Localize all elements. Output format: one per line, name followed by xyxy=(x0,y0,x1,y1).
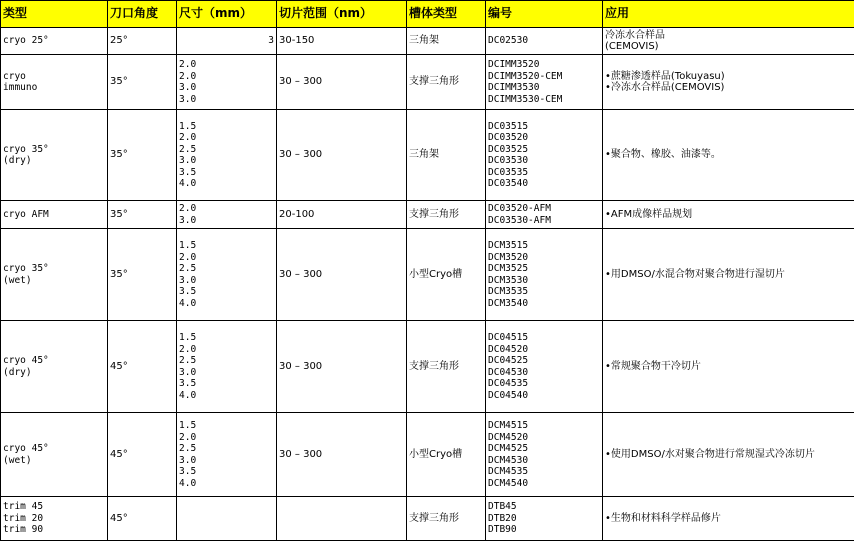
cell-size-line: 2.0 xyxy=(179,251,197,263)
cell-boat: 支撑三角形 xyxy=(407,497,486,541)
cell-code-line: DC03530 xyxy=(488,155,529,166)
cell-size xyxy=(177,229,277,321)
cell-code-line: DCIMM3520-CEM xyxy=(488,70,563,82)
cell-code-line: DC04540 xyxy=(488,389,529,401)
cell-code-line: DC04515 xyxy=(488,332,529,343)
cell-code-line: DCIMM3530 xyxy=(488,82,540,93)
cell-code-line: DCM3525 xyxy=(488,263,529,274)
cell-size xyxy=(177,110,277,201)
cell-code-line: DC02530 xyxy=(488,35,529,47)
table-row xyxy=(1,110,854,201)
cell-size-line: 3.5 xyxy=(179,166,197,178)
cell-type-line: trim 45 xyxy=(3,501,44,513)
cell-size xyxy=(177,321,277,413)
cell-type-line: (dry) xyxy=(3,155,32,166)
cell-application-line: •生物和材料科学样品修片 xyxy=(605,512,721,524)
cell-code-line: DC04530 xyxy=(488,366,529,378)
cell-size xyxy=(177,55,277,110)
table-row xyxy=(1,413,854,497)
cell-code-line: DCM4530 xyxy=(488,454,529,466)
header-code: 编号 xyxy=(486,1,603,28)
cell-code xyxy=(486,321,603,413)
cell-size-line: 2.0 xyxy=(179,343,197,355)
cell-code xyxy=(486,110,603,201)
cell-angle: 35° xyxy=(108,201,177,229)
cell-application-line: •聚合物、橡胶、油漆等。 xyxy=(605,149,721,161)
cell-boat: 支撑三角形 xyxy=(407,321,486,413)
cell-size-line: 2.0 xyxy=(179,132,197,143)
cell-size xyxy=(177,28,277,55)
cell-application xyxy=(603,28,854,55)
cell-type-line: trim 90 xyxy=(3,524,44,536)
cell-type-line: immuno xyxy=(3,82,38,93)
table-body xyxy=(1,28,854,541)
cell-code-line: DCM3535 xyxy=(488,286,529,297)
cell-code-line: DCM4525 xyxy=(488,443,529,454)
header-boat: 槽体类型 xyxy=(407,1,486,28)
cell-size-line: 2.5 xyxy=(179,355,197,366)
cell-type-line: trim 20 xyxy=(3,512,44,524)
cell-range: 30 – 300 xyxy=(277,229,407,321)
cell-code xyxy=(486,201,603,229)
cell-type-line: (wet) xyxy=(3,454,32,466)
header-range: 切片范围（nm） xyxy=(277,1,407,28)
cell-angle: 25° xyxy=(108,28,177,55)
cell-size-line: 3.0 xyxy=(179,454,197,466)
cell-size xyxy=(177,497,277,541)
cell-size-line: 3.0 xyxy=(179,155,197,166)
cell-size-line: 3.0 xyxy=(179,93,197,105)
cell-angle: 45° xyxy=(108,413,177,497)
cell-application xyxy=(603,110,854,201)
cell-boat: 小型Cryo槽 xyxy=(407,229,486,321)
cell-type-line: cryo 35° xyxy=(3,143,49,155)
cell-range: 30 – 300 xyxy=(277,55,407,110)
table-row xyxy=(1,28,854,55)
header-row xyxy=(1,1,854,28)
cell-range xyxy=(277,497,407,541)
cell-application-line: 冷冻水合样品 xyxy=(605,29,665,41)
cell-size-line: 2.5 xyxy=(179,263,197,274)
cell-code xyxy=(486,55,603,110)
table-row xyxy=(1,55,854,110)
cell-type xyxy=(1,28,108,55)
cell-code-line: DC04525 xyxy=(488,355,529,366)
cell-angle: 35° xyxy=(108,55,177,110)
cell-size-line: 1.5 xyxy=(179,332,197,343)
cell-boat: 支撑三角形 xyxy=(407,55,486,110)
cell-code-line: DCM3540 xyxy=(488,297,529,309)
cell-application-line: •冷冻水合样品(CEMOVIS) xyxy=(605,82,725,93)
cell-size-line: 3 xyxy=(268,35,274,47)
cell-type xyxy=(1,497,108,541)
header-angle: 刀口角度 xyxy=(108,1,177,28)
cell-size xyxy=(177,201,277,229)
cell-code-line: DC03540 xyxy=(488,178,529,189)
cell-application-line: •AFM成像样品规划 xyxy=(605,208,693,220)
cell-code-line: DCIMM3520 xyxy=(488,59,540,70)
cell-size-line: 1.5 xyxy=(179,420,197,431)
cell-type-line: (wet) xyxy=(3,274,32,286)
cell-size-line: 3.0 xyxy=(179,274,197,286)
cell-application-line: (CEMOVIS) xyxy=(605,41,659,52)
cell-angle: 35° xyxy=(108,110,177,201)
cell-size-line: 3.5 xyxy=(179,378,197,389)
cell-size-line: 2.0 xyxy=(179,431,197,443)
cell-code-line: DC03520 xyxy=(488,132,529,143)
cell-code-line: DC03520-AFM xyxy=(488,203,551,214)
header-application: 应用 xyxy=(603,1,854,28)
cell-type xyxy=(1,321,108,413)
table-row xyxy=(1,229,854,321)
cell-code xyxy=(486,497,603,541)
cell-code-line: DC03515 xyxy=(488,120,529,132)
cell-code-line: DC04520 xyxy=(488,343,529,355)
cell-code-line: DTB20 xyxy=(488,512,517,524)
cell-application xyxy=(603,55,854,110)
cell-code-line: DCM4520 xyxy=(488,431,529,443)
cell-application-line: •使用DMSO/水对聚合物进行常规湿式冷冻切片 xyxy=(605,448,815,460)
cell-code-line: DC03530-AFM xyxy=(488,214,551,226)
cell-application-line: •用DMSO/水混合物对聚合物进行湿切片 xyxy=(605,268,785,280)
cell-size-line: 2.0 xyxy=(179,70,197,82)
cell-type-line: cryo xyxy=(3,70,26,82)
cell-type-line: (dry) xyxy=(3,366,32,378)
cell-size-line: 3.5 xyxy=(179,286,197,297)
cell-code xyxy=(486,413,603,497)
cell-type-line: cryo AFM xyxy=(3,208,49,220)
header-type: 类型 xyxy=(1,1,108,28)
cell-type xyxy=(1,229,108,321)
cell-size-line: 4.0 xyxy=(179,297,197,309)
cell-size-line: 2.0 xyxy=(179,203,197,214)
table-row xyxy=(1,201,854,229)
cell-boat: 三角架 xyxy=(407,110,486,201)
cell-code-line: DTB45 xyxy=(488,501,517,513)
cell-code xyxy=(486,28,603,55)
cell-range: 20-100 xyxy=(277,201,407,229)
cell-application xyxy=(603,413,854,497)
cell-type-line: cryo 35° xyxy=(3,263,49,274)
cell-angle: 45° xyxy=(108,497,177,541)
cell-application xyxy=(603,497,854,541)
cell-application xyxy=(603,229,854,321)
cell-size-line: 1.5 xyxy=(179,120,197,132)
cell-type xyxy=(1,201,108,229)
cell-type-line: cryo 45° xyxy=(3,355,49,366)
cell-type xyxy=(1,55,108,110)
cell-range: 30 – 300 xyxy=(277,413,407,497)
cell-code-line: DCM4540 xyxy=(488,477,529,489)
cell-size-line: 3.5 xyxy=(179,466,197,477)
cell-application-line: •蔗糖渗透样品(Tokuyasu) xyxy=(605,70,725,82)
cell-size-line: 4.0 xyxy=(179,477,197,489)
cell-size-line: 4.0 xyxy=(179,178,197,189)
cell-code-line: DC04535 xyxy=(488,378,529,389)
cell-type-line: cryo 25° xyxy=(3,35,49,47)
cell-application xyxy=(603,321,854,413)
cell-code-line: DCM4535 xyxy=(488,466,529,477)
cell-size-line: 2.5 xyxy=(179,443,197,454)
cell-type xyxy=(1,110,108,201)
table-row xyxy=(1,497,854,541)
cell-size-line: 3.0 xyxy=(179,82,197,93)
cell-angle: 35° xyxy=(108,229,177,321)
cell-angle: 45° xyxy=(108,321,177,413)
cell-type-line: cryo 45° xyxy=(3,443,49,454)
cell-type xyxy=(1,413,108,497)
cell-code xyxy=(486,229,603,321)
cell-code-line: DCM3515 xyxy=(488,240,529,251)
cell-size-line: 1.5 xyxy=(179,240,197,251)
cell-code-line: DTB90 xyxy=(488,524,517,536)
cell-code-line: DCM3530 xyxy=(488,274,529,286)
cell-size-line: 2.0 xyxy=(179,59,197,70)
cell-code-line: DC03535 xyxy=(488,166,529,178)
cell-range: 30 – 300 xyxy=(277,110,407,201)
cell-code-line: DCM3520 xyxy=(488,251,529,263)
cell-application xyxy=(603,201,854,229)
cell-size-line: 4.0 xyxy=(179,389,197,401)
cell-size xyxy=(177,413,277,497)
cell-size-line: 3.0 xyxy=(179,214,197,226)
cell-code-line: DC03525 xyxy=(488,143,529,155)
cell-range: 30 – 300 xyxy=(277,321,407,413)
header-size: 尺寸（mm） xyxy=(177,1,277,28)
table-row xyxy=(1,321,854,413)
cell-code-line: DCM4515 xyxy=(488,420,529,431)
cell-size-line: 3.0 xyxy=(179,366,197,378)
cell-application-line: •常规聚合物干冷切片 xyxy=(605,360,701,372)
cell-code-line: DCIMM3530-CEM xyxy=(488,93,563,105)
cell-size-line: 2.5 xyxy=(179,143,197,155)
cell-boat: 三角架 xyxy=(407,28,486,55)
cell-boat: 小型Cryo槽 xyxy=(407,413,486,497)
cell-boat: 支撑三角形 xyxy=(407,201,486,229)
cell-range: 30-150 xyxy=(277,28,407,55)
